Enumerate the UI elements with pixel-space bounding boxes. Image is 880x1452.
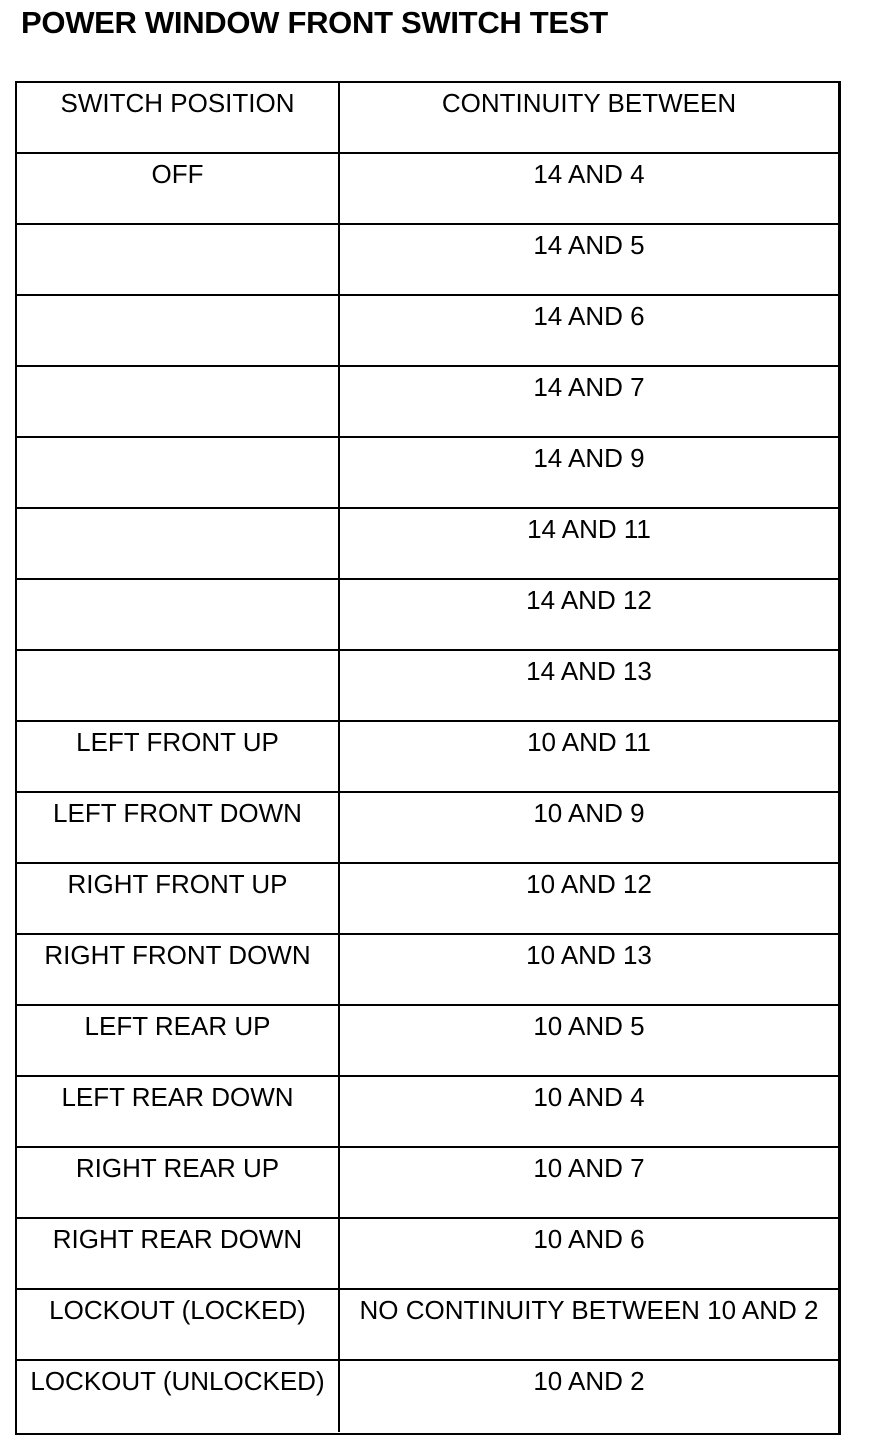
continuity-cell: 10 AND 2 (533, 1366, 645, 1396)
table-row (17, 367, 838, 438)
table-row (17, 225, 838, 296)
switch-position-cell (17, 651, 340, 720)
switch-position-cell (17, 580, 340, 649)
switch-position-cell (17, 438, 340, 507)
switch-test-table (15, 81, 841, 1435)
switch-position-cell: LEFT REAR UP (17, 1006, 340, 1075)
continuity-cell: 10 AND 11 (527, 727, 651, 757)
continuity-cell: 10 AND 6 (533, 1224, 645, 1254)
continuity-cell: 14 AND 6 (533, 301, 645, 331)
document-title: POWER WINDOW FRONT SWITCH TEST (21, 5, 608, 40)
switch-position-cell: RIGHT REAR DOWN (17, 1219, 340, 1288)
switch-position-cell (17, 509, 340, 578)
switch-position-cell: OFF (17, 154, 340, 223)
switch-position-cell: LEFT REAR DOWN (17, 1077, 340, 1146)
continuity-cell: 14 AND 5 (533, 230, 645, 260)
continuity-cell: 10 AND 9 (533, 798, 645, 828)
continuity-cell: 10 AND 13 (526, 940, 652, 970)
switch-position-cell (17, 296, 340, 365)
table-row (17, 1077, 838, 1148)
table-row (17, 1006, 838, 1077)
continuity-cell: 10 AND 4 (533, 1082, 645, 1112)
continuity-cell: NO CONTINUITY BETWEEN 10 AND 2 (359, 1295, 819, 1325)
continuity-cell: 14 AND 11 (527, 514, 651, 544)
switch-position-cell: RIGHT FRONT DOWN (17, 935, 340, 1004)
continuity-cell: 10 AND 5 (533, 1011, 645, 1041)
continuity-cell: 14 AND 12 (526, 585, 652, 615)
switch-position-cell: LEFT FRONT UP (17, 722, 340, 791)
switch-position-cell: RIGHT REAR UP (17, 1148, 340, 1217)
continuity-cell: 10 AND 7 (533, 1153, 645, 1183)
header-continuity-between: CONTINUITY BETWEEN (441, 88, 737, 118)
switch-position-cell: LOCKOUT (LOCKED) (17, 1290, 340, 1359)
switch-position-cell: RIGHT FRONT UP (17, 864, 340, 933)
table-row (17, 509, 838, 580)
continuity-cell: 10 AND 12 (526, 869, 652, 899)
continuity-cell: 14 AND 7 (533, 372, 645, 402)
table-row (17, 1219, 838, 1290)
table-row (17, 1361, 838, 1432)
switch-position-cell: LOCKOUT (UNLOCKED) (17, 1361, 340, 1432)
table-row (17, 1290, 838, 1361)
header-switch-position: SWITCH POSITION (17, 83, 340, 152)
continuity-cell: 14 AND 9 (533, 443, 645, 473)
switch-position-cell (17, 367, 340, 436)
table-row (17, 864, 838, 935)
table-row (17, 793, 838, 864)
table-row (17, 580, 838, 651)
continuity-cell: 14 AND 4 (533, 159, 645, 189)
table-row (17, 154, 838, 225)
table-row (17, 438, 838, 509)
switch-position-cell: LEFT FRONT DOWN (17, 793, 340, 862)
table-row (17, 296, 838, 367)
switch-position-cell (17, 225, 340, 294)
table-row (17, 651, 838, 722)
continuity-cell: 14 AND 13 (526, 656, 652, 686)
table-row (17, 935, 838, 1006)
table-header-row (17, 83, 838, 154)
table-row (17, 1148, 838, 1219)
table-row (17, 722, 838, 793)
